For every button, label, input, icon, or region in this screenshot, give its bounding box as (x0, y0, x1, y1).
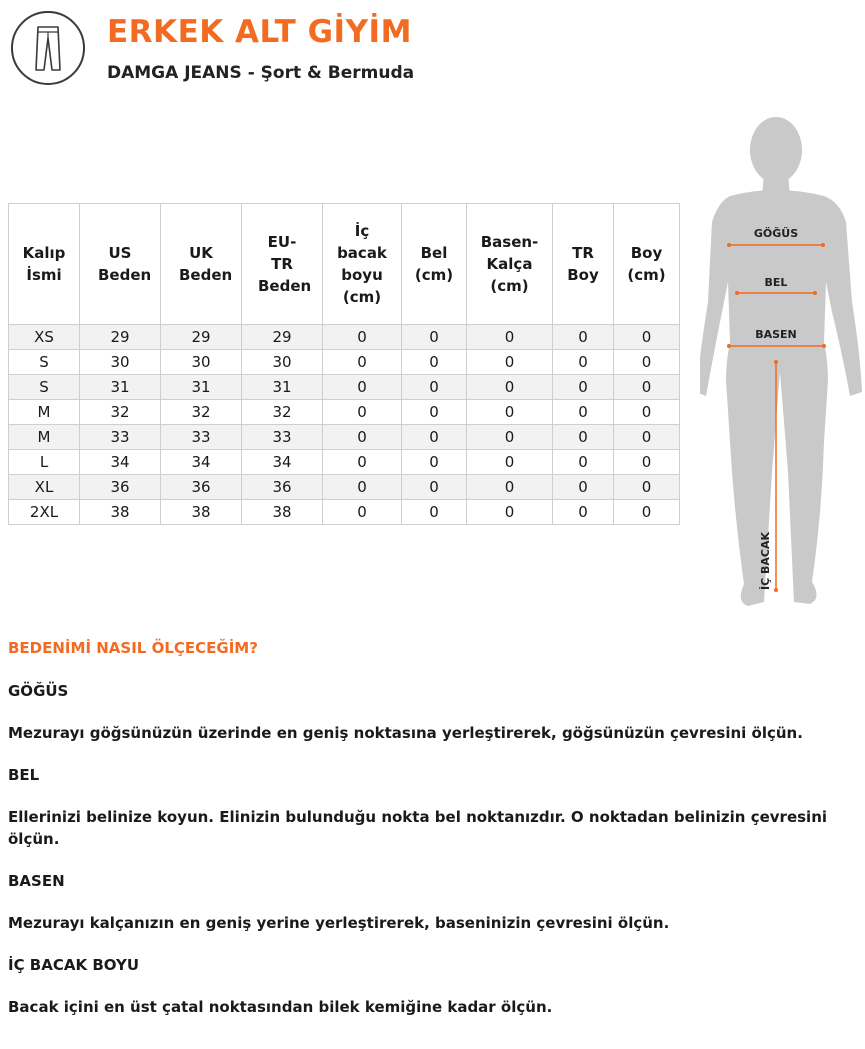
table-cell: L (9, 450, 80, 475)
table-cell: 31 (161, 375, 242, 400)
table-cell: 38 (161, 500, 242, 525)
body-measurement-figure (700, 112, 865, 612)
table-cell: 0 (402, 500, 467, 525)
table-cell: 0 (323, 375, 402, 400)
table-cell: 0 (467, 450, 553, 475)
table-cell: 0 (402, 350, 467, 375)
table-cell: 32 (242, 400, 323, 425)
guide-section-title: BEL (8, 766, 40, 784)
table-cell: 33 (80, 425, 161, 450)
table-cell: 0 (402, 325, 467, 350)
table-cell: 29 (242, 325, 323, 350)
table-cell: 0 (323, 350, 402, 375)
guide-section-text: Mezurayı göğsünüzün üzerinde en geniş noktasına yerleştirerek, göğsünüzün çevresini ölçün. (8, 724, 803, 742)
table-cell: 0 (323, 475, 402, 500)
table-row (9, 375, 680, 400)
table-row (9, 500, 680, 525)
table-cell: 0 (553, 375, 614, 400)
body-silhouette (700, 117, 862, 606)
table-cell: 29 (161, 325, 242, 350)
column-header: Bel (cm) (402, 204, 467, 325)
column-header: UK Beden (161, 204, 242, 325)
table-cell: 0 (323, 400, 402, 425)
measurement-guide (8, 636, 828, 1018)
column-header: Kalıp İsmi (9, 204, 80, 325)
table-cell: 31 (242, 375, 323, 400)
table-cell: 34 (161, 450, 242, 475)
table-cell: 0 (402, 450, 467, 475)
page-title: ERKEK ALT GİYİM (107, 14, 412, 50)
table-cell: 0 (323, 425, 402, 450)
column-header: İç bacak boyu (cm) (323, 204, 402, 325)
table-cell: S (9, 375, 80, 400)
table-cell: 2XL (9, 500, 80, 525)
table-cell: 33 (161, 425, 242, 450)
table-cell: 0 (402, 475, 467, 500)
table-cell: 0 (467, 400, 553, 425)
table-cell: XL (9, 475, 80, 500)
table-cell: 0 (553, 425, 614, 450)
table-cell: 0 (402, 425, 467, 450)
table-cell: 30 (242, 350, 323, 375)
table-cell: 36 (242, 475, 323, 500)
table-header-row (9, 204, 680, 325)
table-cell: 30 (161, 350, 242, 375)
table-cell: 0 (553, 325, 614, 350)
guide-section-text: Mezurayı kalçanızın en geniş yerine yerleştirerek, baseninizin çevresini ölçün. (8, 914, 670, 932)
table-cell: 36 (161, 475, 242, 500)
table-cell: 32 (161, 400, 242, 425)
table-cell: 33 (242, 425, 323, 450)
table-cell: 34 (242, 450, 323, 475)
table-cell: 0 (614, 325, 680, 350)
column-header: US Beden (80, 204, 161, 325)
column-header: EU-TR Beden (242, 204, 323, 325)
table-cell: 29 (80, 325, 161, 350)
table-cell: M (9, 400, 80, 425)
table-cell: 0 (614, 400, 680, 425)
table-row (9, 475, 680, 500)
guide-section-title: İÇ BACAK BOYU (8, 956, 140, 974)
category-logo (11, 11, 85, 85)
guide-section-text: Ellerinizi belinize koyun. Elinizin bulunduğu nokta bel noktanızdır. O noktadan belinizin çevresini ölçün. (8, 808, 828, 848)
table-cell: 0 (553, 500, 614, 525)
column-header: Boy (cm) (614, 204, 680, 325)
table-cell: 36 (80, 475, 161, 500)
guide-heading: BEDENİMİ NASIL ÖLÇECEĞİM? (8, 639, 258, 657)
table-cell: 0 (323, 500, 402, 525)
table-cell: 0 (614, 425, 680, 450)
table-cell: 0 (553, 475, 614, 500)
page-subtitle: DAMGA JEANS - Şort & Bermuda (107, 63, 415, 83)
table-cell: 0 (323, 325, 402, 350)
table-cell: M (9, 425, 80, 450)
table-cell: 32 (80, 400, 161, 425)
table-cell: 0 (614, 475, 680, 500)
pants-icon (32, 24, 64, 72)
table-cell: 0 (467, 350, 553, 375)
table-cell: 0 (402, 400, 467, 425)
guide-section-text: Bacak içini en üst çatal noktasından bilek kemiğine kadar ölçün. (8, 998, 553, 1016)
table-row (9, 350, 680, 375)
inseam-label: İÇ BACAK (759, 531, 772, 590)
table-cell: 0 (553, 350, 614, 375)
chest-label: GÖĞÜS (753, 227, 799, 240)
table-cell: 38 (80, 500, 161, 525)
table-cell: 0 (614, 375, 680, 400)
table-cell: 0 (467, 325, 553, 350)
table-cell: 30 (80, 350, 161, 375)
table-cell: 0 (553, 400, 614, 425)
table-cell: 0 (323, 450, 402, 475)
table-cell: XS (9, 325, 80, 350)
table-cell: 0 (553, 450, 614, 475)
table-cell: 34 (80, 450, 161, 475)
table-cell: 0 (614, 350, 680, 375)
table-row (9, 325, 680, 350)
guide-section-title: GÖĞÜS (8, 682, 69, 700)
table-cell: 0 (467, 500, 553, 525)
table-cell: 0 (467, 425, 553, 450)
table-cell: 0 (614, 500, 680, 525)
table-cell: 31 (80, 375, 161, 400)
table-cell: 0 (402, 375, 467, 400)
table-row (9, 425, 680, 450)
table-row (9, 400, 680, 425)
hip-label: BASEN (755, 328, 797, 341)
guide-section-title: BASEN (8, 872, 65, 890)
column-header: Basen-Kalça (cm) (467, 204, 553, 325)
table-cell: 0 (467, 475, 553, 500)
table-cell: 0 (614, 450, 680, 475)
column-header: TR Boy (553, 204, 614, 325)
waist-label: BEL (764, 276, 788, 289)
table-cell: S (9, 350, 80, 375)
table-row (9, 450, 680, 475)
table-cell: 0 (467, 375, 553, 400)
size-table (8, 203, 680, 525)
table-cell: 38 (242, 500, 323, 525)
